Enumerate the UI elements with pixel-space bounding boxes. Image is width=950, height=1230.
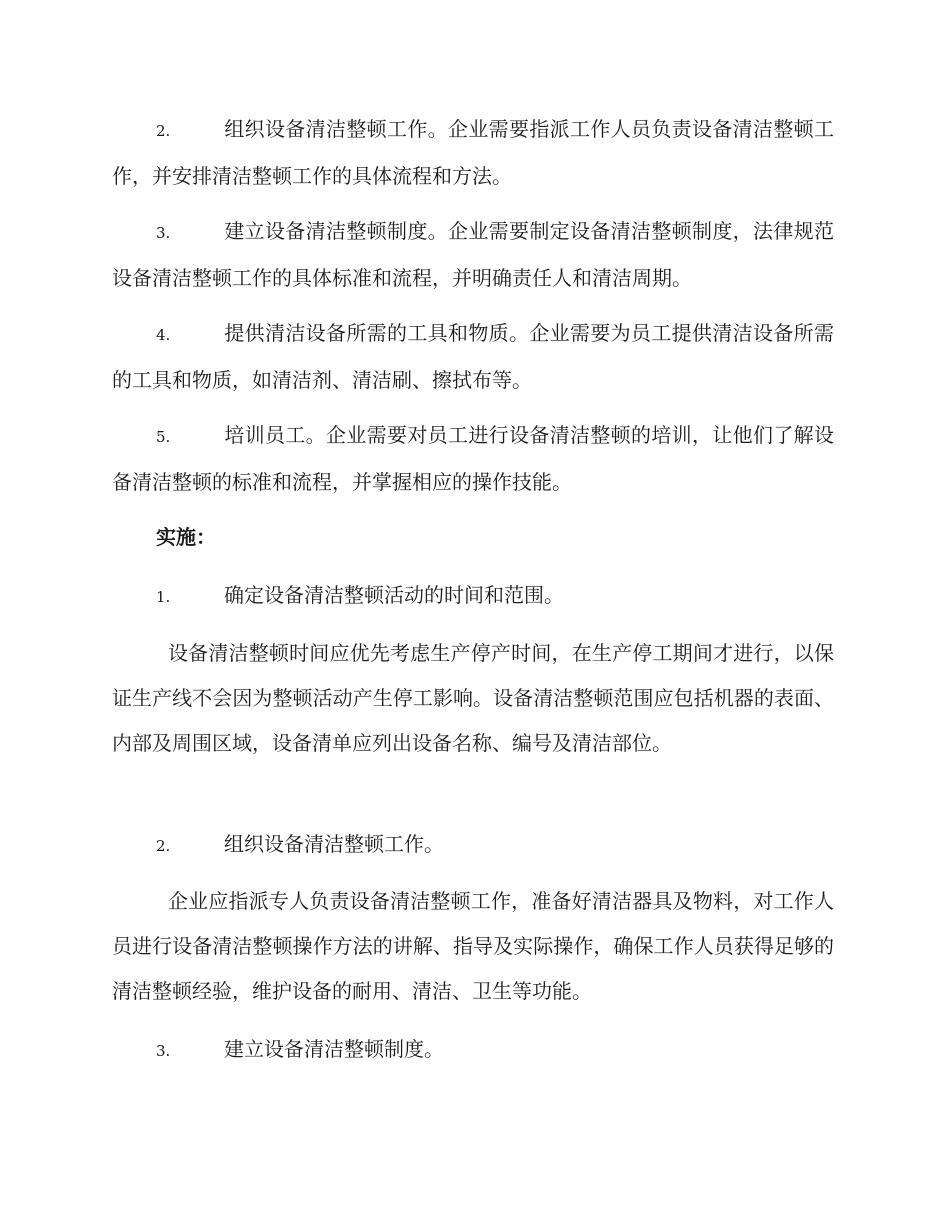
list-number: 1. <box>156 588 171 606</box>
section-heading: 实施： <box>156 525 216 549</box>
list-number: 2. <box>156 837 171 855</box>
list-number: 3. <box>156 224 171 242</box>
list-item-text: 提供清洁设备所需的工具和物质。企业需要为员工提供清洁设备所需的工具和物质，如清洁剂、清洁刷、擦拭布等。 <box>112 321 834 392</box>
list-number: 2. <box>156 122 171 140</box>
list-item-text: 组织设备清洁整顿工作。企业需要指派工作人员负责设备清洁整顿工作，并安排清洁整顿工作的具体流程和方法。 <box>112 117 834 188</box>
impl-item-2 <box>112 822 834 869</box>
list-item-text: 确定设备清洁整顿活动的时间和范围。 <box>224 583 564 607</box>
impl-paragraph-1 <box>112 631 834 766</box>
list-number: 3. <box>156 1042 171 1060</box>
list-number: 5. <box>156 428 171 446</box>
list-item-3 <box>112 209 834 301</box>
impl-item-1 <box>112 573 834 620</box>
list-item-text: 建立设备清洁整顿制度。 <box>224 1037 444 1061</box>
impl-item-3 <box>112 1027 834 1074</box>
list-item-text: 建立设备清洁整顿制度。企业需要制定设备清洁整顿制度，法律规范设备清洁整顿工作的具体标准和流程，并明确责任人和清洁周期。 <box>112 219 834 290</box>
paragraph-text: 企业应指派专人负责设备清洁整顿工作，准备好清洁器具及物料，对工作人员进行设备清洁整顿操作方法的讲解、指导及实际操作，确保工作人员获得足够的清洁整顿经验，维护设备的耐用、清洁、卫生等功能。 <box>112 889 834 1003</box>
list-item-5 <box>112 413 834 505</box>
list-item-text: 培训员工。企业需要对员工进行设备清洁整顿的培训，让他们了解设备清洁整顿的标准和流程，并掌握相应的操作技能。 <box>112 423 834 494</box>
list-item-4 <box>112 311 834 403</box>
list-item-2 <box>112 107 834 199</box>
list-number: 4. <box>156 326 171 344</box>
section-heading-block <box>112 515 834 560</box>
impl-paragraph-2 <box>112 879 834 1014</box>
paragraph-text: 设备清洁整顿时间应优先考虑生产停产时间，在生产停工期间才进行，以保证生产线不会因为整顿活动产生停工影响。设备清洁整顿范围应包括机器的表面、内部及周围区域，设备清单应列出设备名称、编号及清洁部位。 <box>112 641 834 755</box>
list-item-text: 组织设备清洁整顿工作。 <box>224 832 444 856</box>
